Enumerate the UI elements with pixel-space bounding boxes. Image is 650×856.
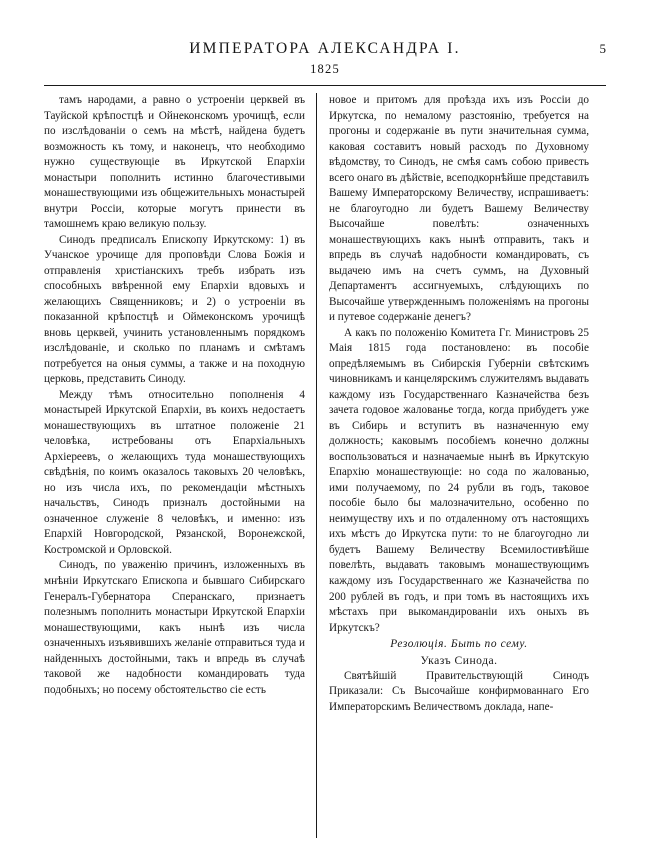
year-label: 1825: [310, 62, 340, 76]
left-column: [44, 93, 316, 838]
paragraph: Синодъ, по уваженію причинъ, изложенныхъ въ мнѣніи Иркутскаго Епископа и бывшаго Сибирскаго Генералъ-Губернатора Сперанскаго, признаетъ полезнымъ пополнить монастыри Иркутской Епархіи монашествующими, какъ нынѣ изъ числа означенныхъ изъявившихъ желаніе отправиться туда и найденныхъ достойными, такъ и впредь въ случаѣ таковой же надобности командировать туда подобныхъ; но посему обстоятельство сіе есть: [44, 559, 305, 696]
header-rule: [44, 85, 606, 86]
paragraph: Между тѣмъ относительно пополненія 4 монастырей Иркутской Епархіи, въ коихъ недостаетъ монашествующихъ въ штатное положеніе 21 человѣка, истребованы отъ Епархіальныхъ Архіереевъ, о желающихъ туда монашествующихъ свѣдѣнія, по коимъ оказалось таковыхъ 20 человѣкъ, но изъ числа ихъ, по рекомендаціи мѣстныхъ начальствъ, Синодъ призналъ достойными на означенное служеніе 8 человѣкъ, и именно: изъ Епархій Новгородской, Рязанской, Воронежской, Костромской и Орловской.: [44, 388, 305, 556]
paragraph: тамъ народами, а равно о устроеніи церквей въ Тауйской крѣпостцѣ и Ойнеконскомъ урочищѣ, если по изслѣдованіи о семъ на мѣстѣ, найдена будетъ возможность къ тому, и наконецъ, что необходимо нужно существующіе въ Иркутской Епархіи монастыри пополнить истинно благочестивыми монашествующими изъ общежительныхъ монастырей внутри Россіи, которые могутъ принести въ тамошнемъ краю великую пользу.: [44, 94, 305, 231]
section-title: Указъ Синода.: [420, 653, 498, 667]
paragraph: новое и притомъ для проѣзда ихъ изъ Россіи до Иркутска, по немалому разстоянію, требуется на прогоны и содержаніе въ пути значительная сумма, каковая составитъ новый расходъ по Духовному вѣдомству, то Синодъ, не смѣя самъ собою привесть всего онаго въ дѣйствіе, всеподкорнѣйше представилъ Вашему Императорскому Величеству, испрашиваетъ: не благоугодно ли будетъ Вашему Величеству Высочайше повелѣть: означенныхъ монашествующихъ какъ нынѣ отправить, такъ и впредь въ случаѣ надобности командировать, съ выдачею имъ на счетъ суммъ, на Духовный Департаментъ ассигнуемыхъ, слѣдующихъ по Высочайше утвержденнымъ положеніямъ на прогоны и путевое содержаніе денегъ?: [329, 94, 589, 324]
right-column: [317, 93, 589, 838]
page-number: 5: [599, 41, 606, 56]
paragraph: Святѣйшій Правительствующій Синодъ Приказали: Съ Высочайше конфирмованнаго Его Императорскимъ Величествомъ доклада, напе-: [329, 669, 589, 713]
paragraph: А какъ по положенію Комитета Гг. Министровъ 25 Маія 1815 года постановлено: въ пособіе опредѣляемымъ въ Сибирскія Губерніи свѣтскимъ чиновникамъ и канцелярскимъ служителямъ выдавать каждому изъ Государственнаго Казначейства безъ зачета годовое жалованье тогда, когда прибудетъ уже въ Сибирь и вступитъ въ назначенную ему должность; каковымъ пособіемъ конечно должны воспользоваться и назначаемые нынѣ въ Иркутскую Епархію монашествующіе: но сода по жалованью, ими получаемому, по 24 рубли въ годъ, таковое пособіе было бы малозначительно, особенно по неимуществу ихъ и по отдаленному отъ настоящихъ ихъ мѣстъ до Иркутска пути: то не благоугодно ли будетъ Вашему Величеству Всемилостивѣйше повелѣть, выдавать таковымъ монашествующимъ каждому изъ Государственнаго же Казначейства по 200 рублей въ годъ, и при томъ въ настоящихъ ихъ мѣстахъ при выкомандированіи ихъ оныхъ въ Иркутскъ?: [329, 326, 589, 634]
running-title: ИМПЕРАТОРА АЛЕКСАНДРА I.: [189, 40, 461, 57]
paragraph: Синодъ предписалъ Епископу Иркутскому: 1) въ Учанское урочище для проповѣди Слова Божія и отправленія христіанскихъ требъ избрать изъ способныхъ ввѣренной ему Епархіи вдовыхъ и желающихъ Священниковъ; и 2) о устроеніи въ показанной крѣпостцѣ и Оймеконскомъ урочищѣ вновь церквей, учинить установленнымъ порядкомъ изслѣдованіе, и сколько по планамъ и смѣтамъ потребуется на оныя суммы, а также и на походную церковь, представить Синоду.: [44, 233, 305, 386]
page-header: [44, 38, 606, 84]
resolution-line: Резолюцiя. Быть по сему.: [390, 638, 528, 651]
two-column-body: [44, 93, 606, 838]
